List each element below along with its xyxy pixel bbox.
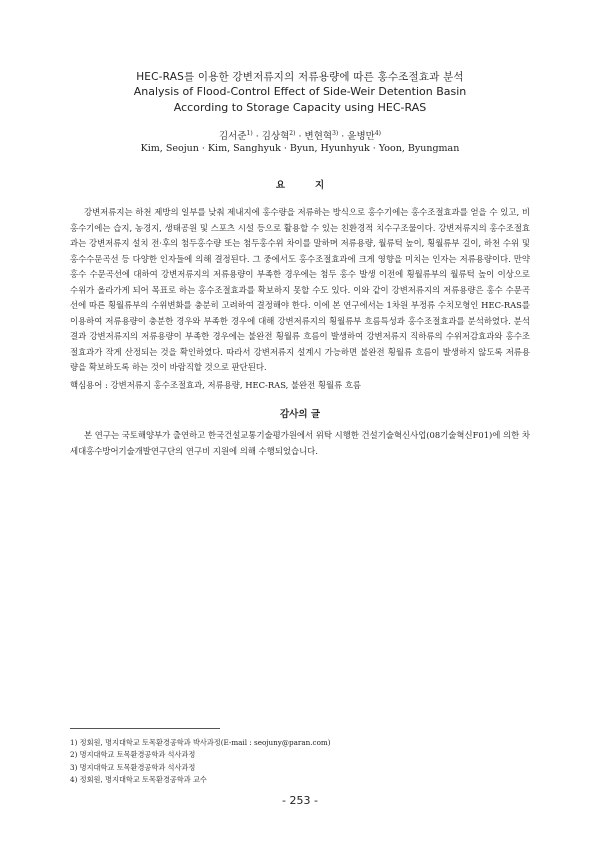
abstract-heading: 요지 [275,180,355,191]
author-separator: · [295,131,305,142]
title-korean: HEC-RAS를 이용한 강변저류지의 저류용량에 따른 홍수조절효과 분석 [136,71,464,83]
title-english-line2: According to Storage Capacity using HEC-RAS [173,101,427,114]
keywords: 핵심용어 : 강변저류지 홍수조절효과, 저류용량, HEC-RAS, 불완전 횡월류 흐름 [70,380,362,390]
authors-korean [0,128,600,142]
abstract-text: 강변저류지는 하천 제방의 일부를 낮춰 제내지에 홍수량을 저류하는 방식으로 홍수기에는 홍수조절효과를 얻을 수 있고, 비홍수기에는 습지, 농경지, 생태공원 및 스포츠 시설 등으로 활용할 수 있는 친환경적 치수구조물이다. 강변저류지의 홍수조절효과는 강변저류지 설치 전·후의 첨두홍수량 또는 첨두홍수위 차이를 말하며 저류용량, 월류턱 높이, 횡월류부 길이, 하천 수위 및 홍수수문곡선 등 다양한 인자들에 의해 결정된다. 그 중에서도 홍수조절효과에 크게 영향을 미치는 인자는 저류용량이다. 만약 홍수 수문곡선에 대하여 강변저류지의 저류용량이 부족한 경우에는 첨두 홍수 발생 이전에 횡월류부의 월류턱 높이 이상으로 수위가 올라가게 되어 목표로 하는 홍수조절효과를 확보하지 못할 수도 있다. 이와 같이 강변저류지의 저류용량은 홍수 수문곡선에 따른 횡월류부의 수위변화를 충분히 고려하여 결정해야 한다. 이에 본 연구에서는 1차원 부정류 수치모형인 HEC-RAS를 이용하여 저류용량이 충분한 경우와 부족한 경우에 대해 강변저류지의 횡월류부 흐름특성과 홍수조절효과를 분석하였다. 분석 결과 강변저류지의 저류용량이 부족한 경우에는 불완전 횡월류 흐름이 발생하여 강변저류지 직하류의 수위저감효과와 홍수조절효과가 작게 산정되는 것을 확인하였다. 따라서 강변저류지 설계시 가능하면 불완전 횡월류 흐름이 발생하지 않도록 저류용량을 확보하도록 하는 것이 바람직할 것으로 판단된다. [70,207,530,372]
author-separator: · [338,131,348,142]
author-separator: · [252,131,262,142]
author-name: 김상혁 [261,131,290,142]
page-number: - 253 - [282,794,318,807]
title-english-line1: Analysis of Flood-Control Effect of Side-Weir Detention Basin [133,85,467,98]
footnote-item: 1) 정회원, 명지대학교 토목환경공학과 박사과정(E-mail : seojuny@paran.com) [70,738,331,747]
authors-english: Kim, Seojun · Kim, Sanghyuk · Byun, Hyunhyuk · Yoon, Byungman [140,143,460,154]
author-name: 변현혁 [304,131,333,142]
author-name: 윤병만 [347,131,375,142]
author-mark: 4) [374,129,381,137]
author-mark: 1) [246,129,253,137]
footnotes [70,737,331,786]
author-mark: 2) [289,129,296,137]
author-name: 김서준 [219,131,247,142]
footnote-item: 4) 정회원, 명지대학교 토목환경공학과 교수 [70,774,207,784]
footnote-divider [70,728,220,729]
author-mark: 3) [332,129,339,137]
keywords-label: 핵심용어 [70,380,103,390]
footnote-item: 2) 명지대학교 토목환경공학과 석사과정 [70,750,196,760]
acknowledgement-text: 본 연구는 국토해양부가 출연하고 한국건설교통기술평가원에서 위탁 시행한 건설기술혁신사업(08기술혁신F01)에 의한 차세대홍수방어기술개발연구단의 연구비 지원에 의해 수행되었습니다. [70,430,530,456]
footnote-item: 3) 명지대학교 토목환경공학과 석사과정 [70,762,196,772]
keywords-text: 강변저류지 홍수조절효과, 저류용량, HEC-RAS, 불완전 횡월류 흐름 [110,380,362,390]
acknowledgement-heading: 감사의 글 [279,409,320,420]
